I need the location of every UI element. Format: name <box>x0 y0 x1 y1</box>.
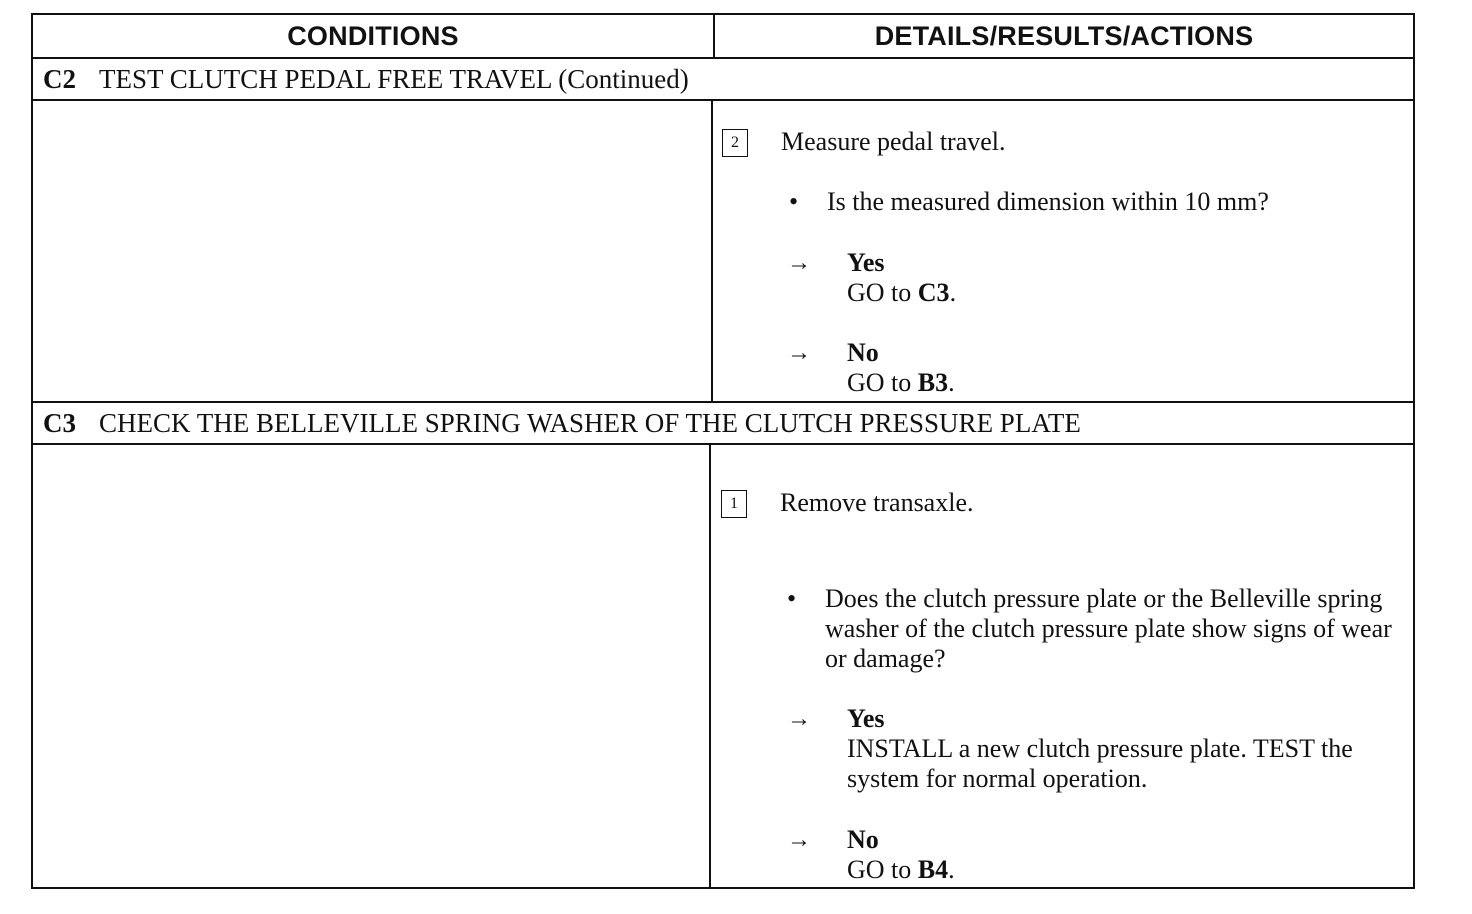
divider <box>33 443 1413 445</box>
arrow-right-icon: → <box>787 340 811 366</box>
no-text: GO to <box>847 368 912 397</box>
question-bullet <box>783 584 1403 674</box>
header-conditions: CONDITIONS <box>287 20 459 51</box>
column-divider <box>713 15 715 57</box>
column-divider <box>711 99 713 403</box>
bullet-icon: • <box>789 187 799 216</box>
no-end: . <box>948 855 955 884</box>
step-number-box: 2 <box>722 129 748 157</box>
arrow-right-icon: → <box>787 250 811 276</box>
no-ref: B4 <box>917 855 949 884</box>
yes-end: . <box>949 278 957 307</box>
section-c3-header <box>33 403 1413 443</box>
no-end: . <box>948 368 955 397</box>
section-title: CHECK THE BELLEVILLE SPRING WASHER OF THE CLUTCH PRESSURE PLATE <box>99 407 1081 438</box>
yes-text: INSTALL a new clutch pressure plate. TEST the system for normal operation. <box>847 734 1353 793</box>
step-text: Measure pedal travel. <box>781 127 1006 156</box>
no-label: No <box>847 338 879 367</box>
yes-label: Yes <box>847 248 885 277</box>
step-text: Remove transaxle. <box>780 488 974 517</box>
step-2 <box>722 127 1006 157</box>
question-text: Does the clutch pressure plate or the Belleville spring washer of the clutch pressure plate show signs of wear or damage? <box>825 584 1392 673</box>
section-id: C2 <box>43 63 76 94</box>
yes-label: Yes <box>847 704 885 733</box>
section-c2-header <box>33 59 1413 99</box>
no-text: GO to <box>847 855 912 884</box>
bullet-icon: • <box>787 584 797 613</box>
answer-no <box>787 825 955 885</box>
diagnostic-table <box>31 13 1415 889</box>
no-ref: B3 <box>917 368 949 397</box>
answer-yes <box>787 248 956 308</box>
divider <box>33 99 1413 101</box>
arrow-right-icon: → <box>787 827 811 853</box>
answer-yes <box>787 704 1387 794</box>
question-bullet <box>785 187 1385 217</box>
yes-ref: C3 <box>917 278 950 307</box>
no-label: No <box>847 825 879 854</box>
answer-no <box>787 338 955 398</box>
yes-text: GO to <box>847 278 912 307</box>
arrow-right-icon: → <box>787 706 811 732</box>
section-title: TEST CLUTCH PEDAL FREE TRAVEL (Continued) <box>99 63 689 94</box>
step-1 <box>721 488 974 518</box>
column-divider <box>709 443 711 889</box>
question-text: Is the measured dimension within 10 mm? <box>827 187 1269 216</box>
step-number-box: 1 <box>721 490 747 518</box>
section-id: C3 <box>43 407 76 438</box>
header-details: DETAILS/RESULTS/ACTIONS <box>874 20 1254 51</box>
